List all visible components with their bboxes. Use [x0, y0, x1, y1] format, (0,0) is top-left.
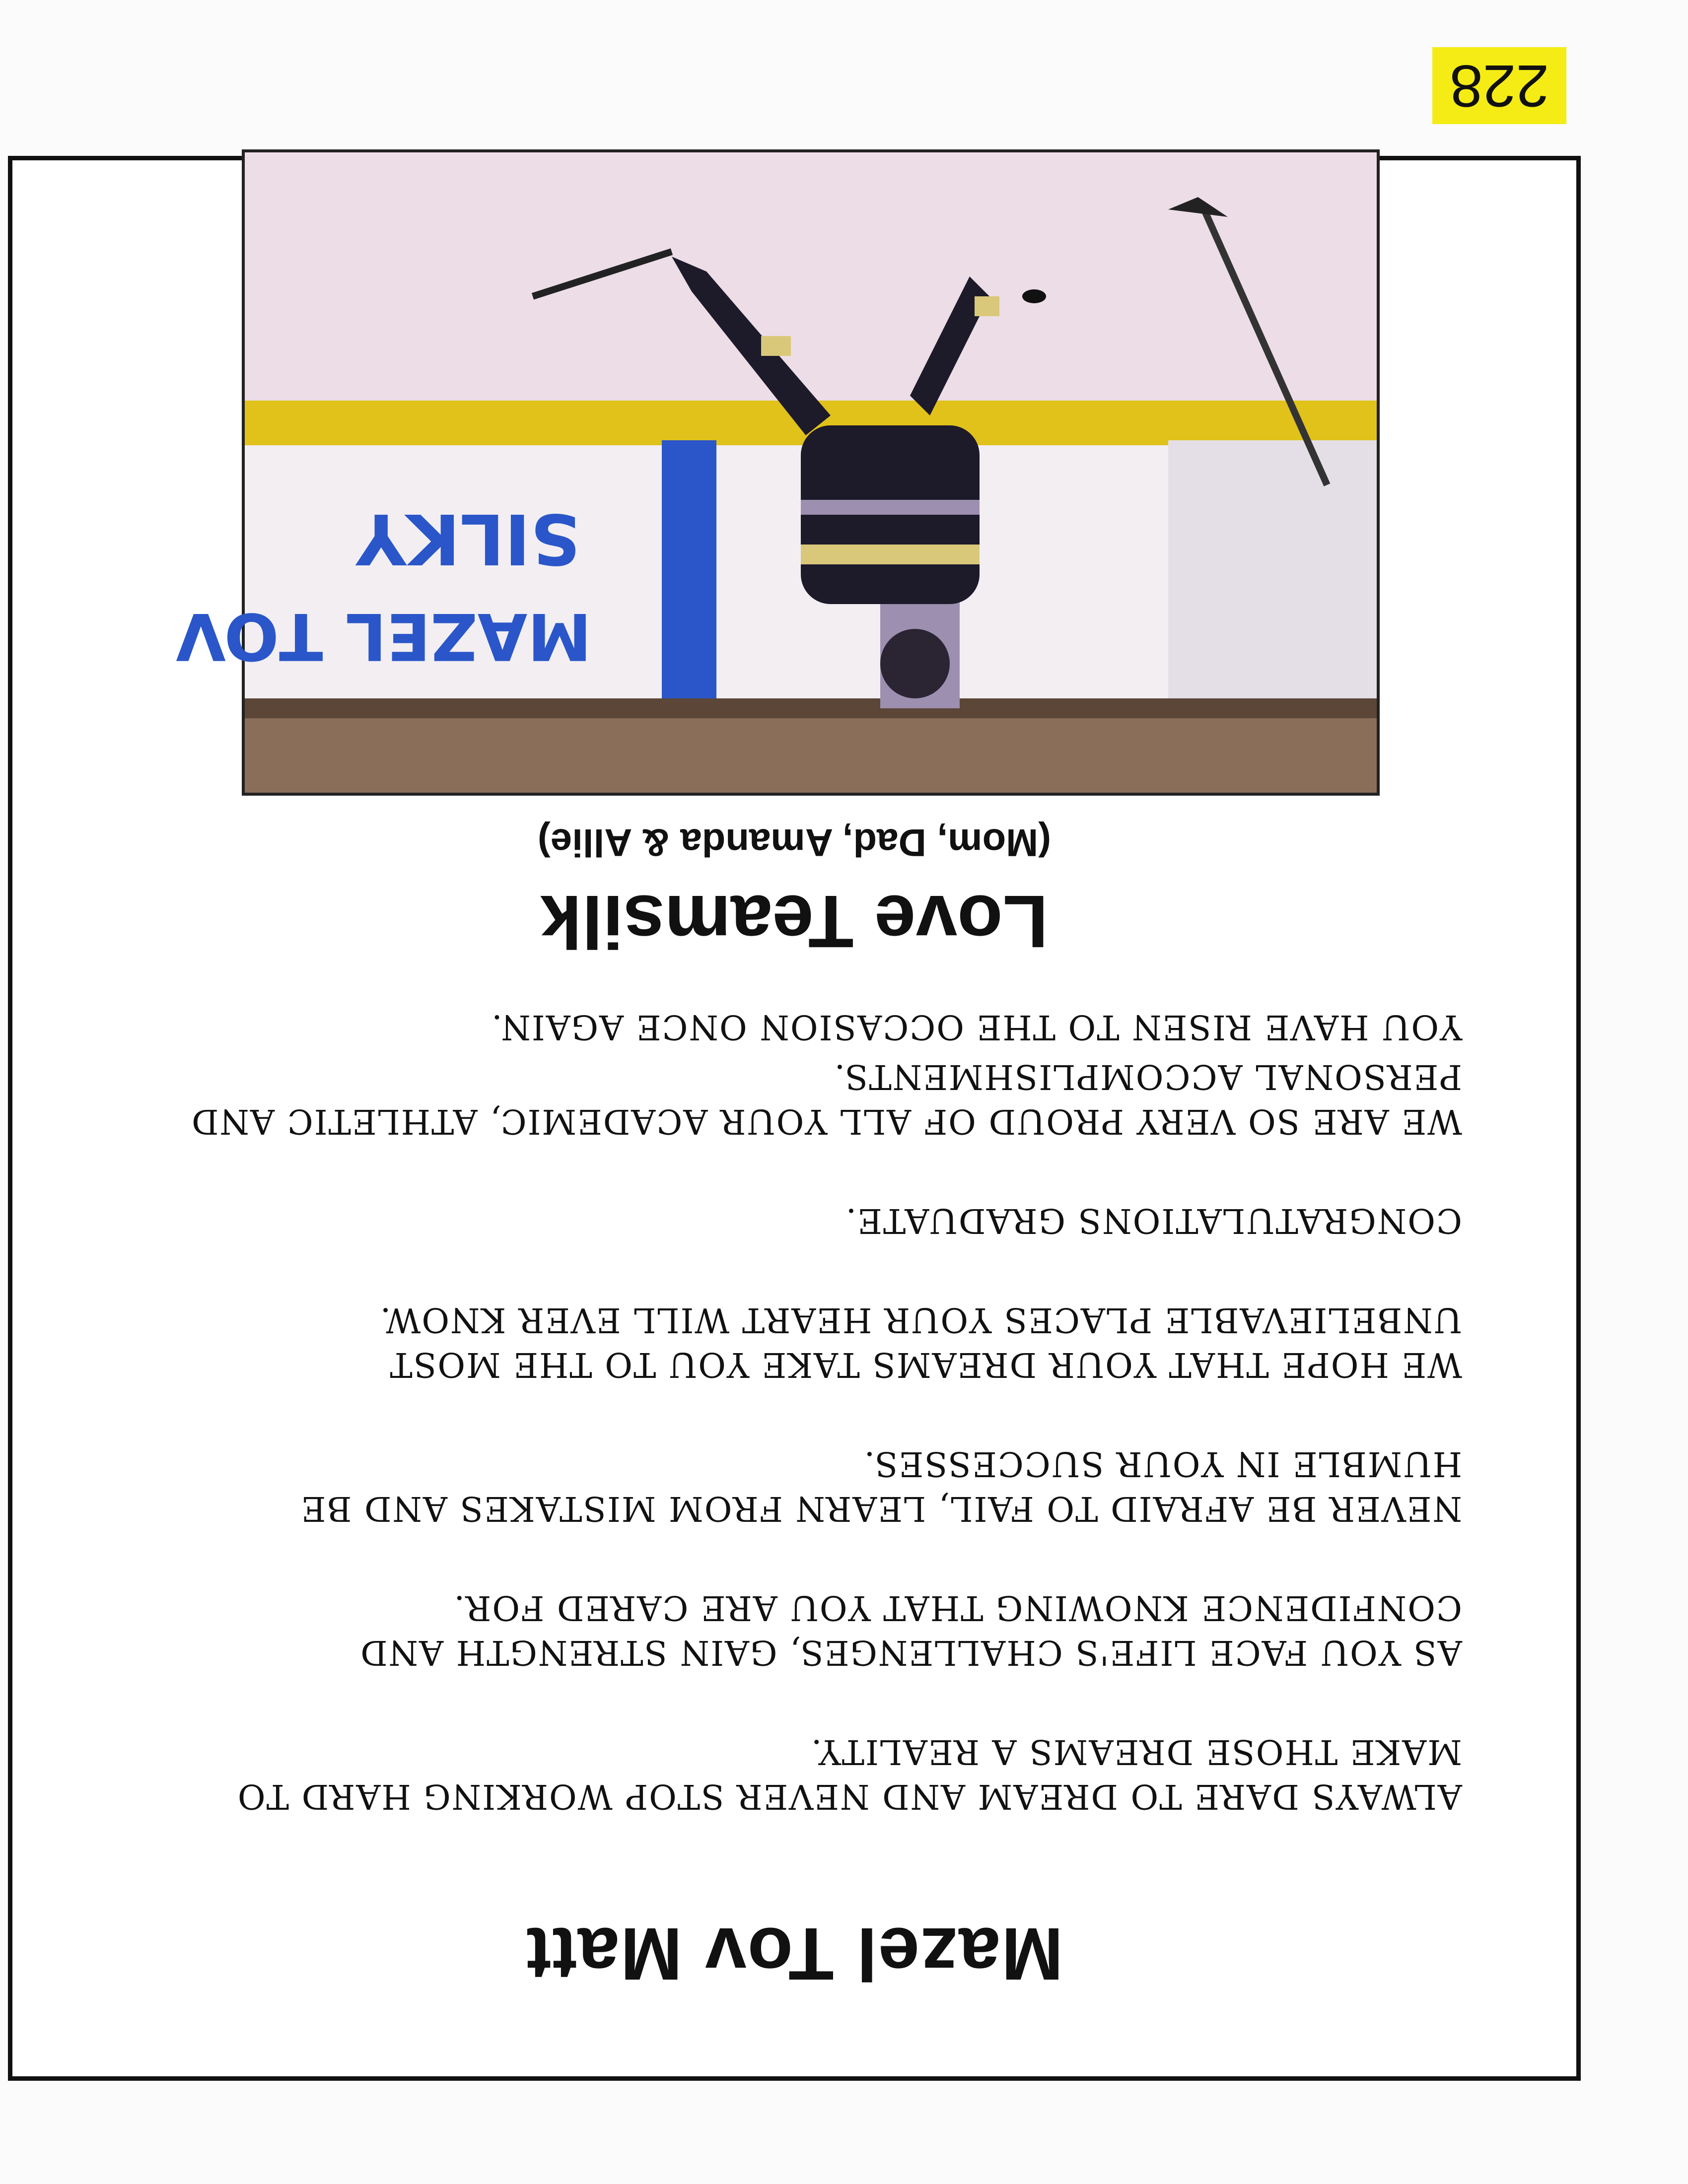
ad-title: Mazel Tov Matt	[525, 1912, 1063, 1996]
signoff-names: (Mom, Dad, Amanda & Allie)	[537, 821, 1052, 865]
ad-paragraph: ALWAYS DARE TO DREAM AND NEVER STOP WORKING HARD TO MAKE THOSE DREAMS A REALITY.	[236, 1732, 1462, 1816]
ad-paragraph: AS YOU FACE LIFE'S CHALLENGES, GAIN STRENGTH AND CONFIDENCE KNOWING THAT YOU ARE CARED FOR.	[359, 1588, 1462, 1672]
ad-frame	[8, 156, 1581, 2081]
ad-paragraph: CONGRATULATIONS GRADUATE.	[844, 1201, 1462, 1240]
board-text-line1: MAZEL TOV	[176, 599, 592, 674]
ad-paragraph: YOU HAVE RISEN TO THE OCCASION ONCE AGAIN.	[491, 1007, 1462, 1046]
ad-paragraph: NEVER BE AFRAID TO FAIL, LEARN FROM MISTAKES AND BE HUMBLE IN YOUR SUCCESSES.	[300, 1444, 1462, 1528]
ad-paragraph: WE ARE SO VERY PROUD OF ALL YOUR ACADEMIC, ATHLETIC AND PERSONAL ACCOMPLISHMENTS.	[190, 1057, 1462, 1141]
page-number-tag	[1432, 35, 1566, 124]
page-number: 228	[1432, 47, 1566, 124]
signoff: Love Teamsilk	[540, 880, 1049, 963]
board-text-line2: SILKY	[356, 498, 580, 579]
ad-paragraph: WE HOPE THAT YOUR DREAMS TAKE YOU TO THE MOST UNBELIEVABLE PLACES YOUR HEART WILL EVER KNOW.	[379, 1300, 1462, 1384]
hockey-photo	[176, 149, 1380, 796]
